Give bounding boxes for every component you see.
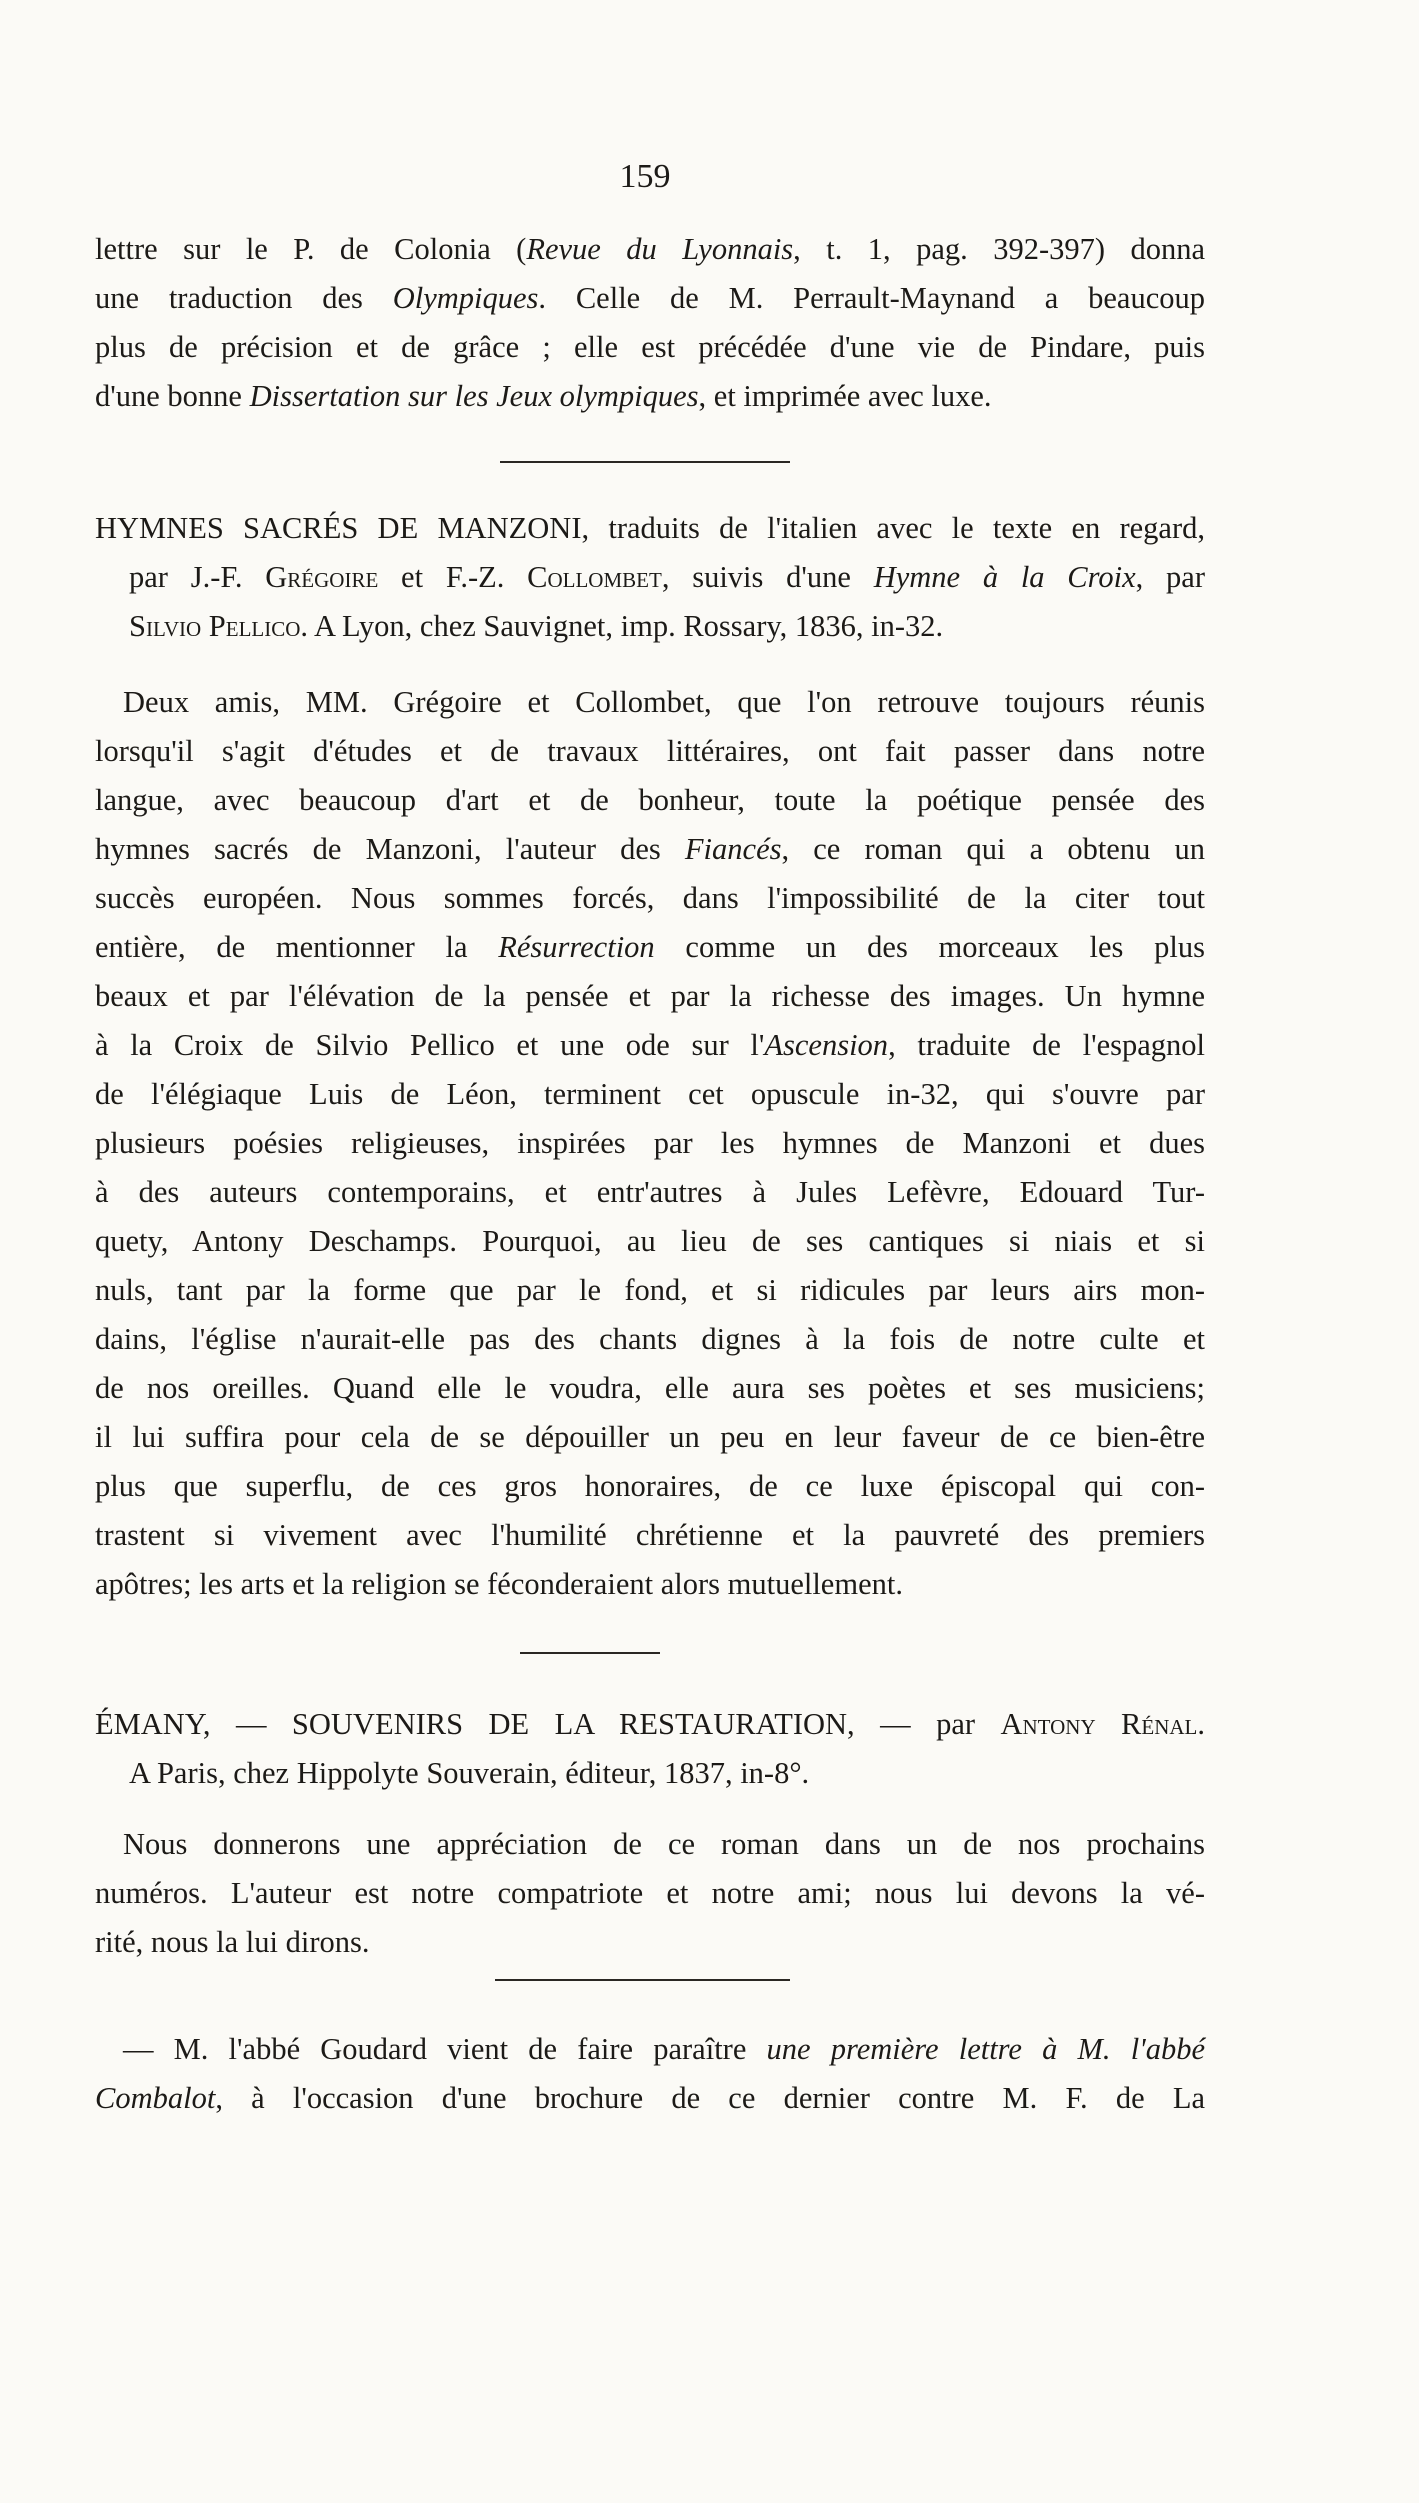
text-line: il lui suffira pour cela de se dépouiller un peu en leur faveur de ce bien-être [95, 1420, 1205, 1454]
heading-line: HYMNES SACRÉS DE MANZONI, traduits de l'italien avec le texte en regard, [95, 511, 1205, 545]
text-line: plus que superflu, de ces gros honoraires, de ce luxe épiscopal qui con- [95, 1469, 1205, 1503]
heading-line: par J.-F. Grégoire et F.-Z. Collombet, suivis d'une Hymne à la Croix, par [129, 560, 1205, 594]
text-line: Nous donnerons une appréciation de ce roman dans un de nos prochains [123, 1827, 1205, 1861]
text-line: nuls, tant par la forme que par le fond, et si ridicules par leurs airs mon- [95, 1273, 1205, 1307]
page-number: 159 [619, 158, 671, 195]
text-line: trastent si vivement avec l'humilité chrétienne et la pauvreté des premiers [95, 1518, 1205, 1552]
separator-rule [495, 1979, 790, 1981]
text-line: à des auteurs contemporains, et entr'autres à Jules Lefèvre, Edouard Tur- [95, 1175, 1205, 1209]
text-line: de l'élégiaque Luis de Léon, terminent cet opuscule in-32, qui s'ouvre par [95, 1077, 1205, 1111]
heading-line: A Paris, chez Hippolyte Souverain, éditeur, 1837, in-8°. [129, 1756, 810, 1790]
text-line: une traduction des Olympiques. Celle de M. Perrault-Maynand a beaucoup [95, 281, 1205, 315]
separator-rule [520, 1652, 660, 1654]
text-line: succès européen. Nous sommes forcés, dans l'impossibilité de la citer tout [95, 881, 1205, 915]
text-line: d'une bonne Dissertation sur les Jeux olympiques, et imprimée avec luxe. [95, 379, 992, 413]
text-line: lorsqu'il s'agit d'études et de travaux littéraires, ont fait passer dans notre [95, 734, 1205, 768]
separator-rule [500, 461, 790, 463]
paragraph-review-hymnes [95, 678, 1205, 1609]
text-line: plus de précision et de grâce ; elle est précédée d'une vie de Pindare, puis [95, 330, 1205, 364]
text-line: apôtres; les arts et la religion se féconderaient alors mutuellement. [95, 1567, 903, 1601]
text-line: à la Croix de Silvio Pellico et une ode sur l'Ascension, traduite de l'espagnol [95, 1028, 1206, 1062]
heading-line: ÉMANY, — SOUVENIRS DE LA RESTAURATION, — par Antony Rénal. [95, 1707, 1206, 1741]
paragraph-review-emany [95, 1820, 1205, 1967]
text-line: lettre sur le P. de Colonia (Revue du Lyonnais, t. 1, pag. 392-397) donna [95, 232, 1206, 266]
text-line: — M. l'abbé Goudard vient de faire paraître une première lettre à M. l'abbé [123, 2032, 1205, 2066]
text-line: plusieurs poésies religieuses, inspirées par les hymnes de Manzoni et dues [95, 1126, 1205, 1160]
entry-heading-hymnes [95, 504, 1205, 651]
entry-heading-emany [95, 1700, 1205, 1798]
text-line: dains, l'église n'aurait-elle pas des chants dignes à la fois de notre culte et [95, 1322, 1205, 1356]
text-line: langue, avec beaucoup d'art et de bonheur, toute la poétique pensée des [95, 783, 1205, 817]
heading-line: Silvio Pellico. A Lyon, chez Sauvignet, imp. Rossary, 1836, in-32. [129, 609, 944, 643]
text-line: entière, de mentionner la Résurrection comme un des morceaux les plus [95, 930, 1205, 964]
text-line: de nos oreilles. Quand elle le voudra, elle aura ses poètes et ses musiciens; [95, 1371, 1205, 1405]
text-line: Deux amis, MM. Grégoire et Collombet, que l'on retrouve toujours réunis [123, 685, 1205, 719]
text-line: numéros. L'auteur est notre compatriote et notre ami; nous lui devons la vé- [95, 1876, 1205, 1910]
text-line: rité, nous la lui dirons. [95, 1925, 370, 1959]
text-line: hymnes sacrés de Manzoni, l'auteur des Fiancés, ce roman qui a obtenu un [95, 832, 1205, 866]
paragraph-continuation [95, 225, 1205, 421]
text-line: beaux et par l'élévation de la pensée et par la richesse des images. Un hymne [95, 979, 1205, 1013]
text-line: Combalot, à l'occasion d'une brochure de ce dernier contre M. F. de La [95, 2081, 1205, 2115]
text-line: quety, Antony Deschamps. Pourquoi, au lieu de ses cantiques si niais et si [95, 1224, 1205, 1258]
paragraph-goudard [95, 2025, 1205, 2123]
